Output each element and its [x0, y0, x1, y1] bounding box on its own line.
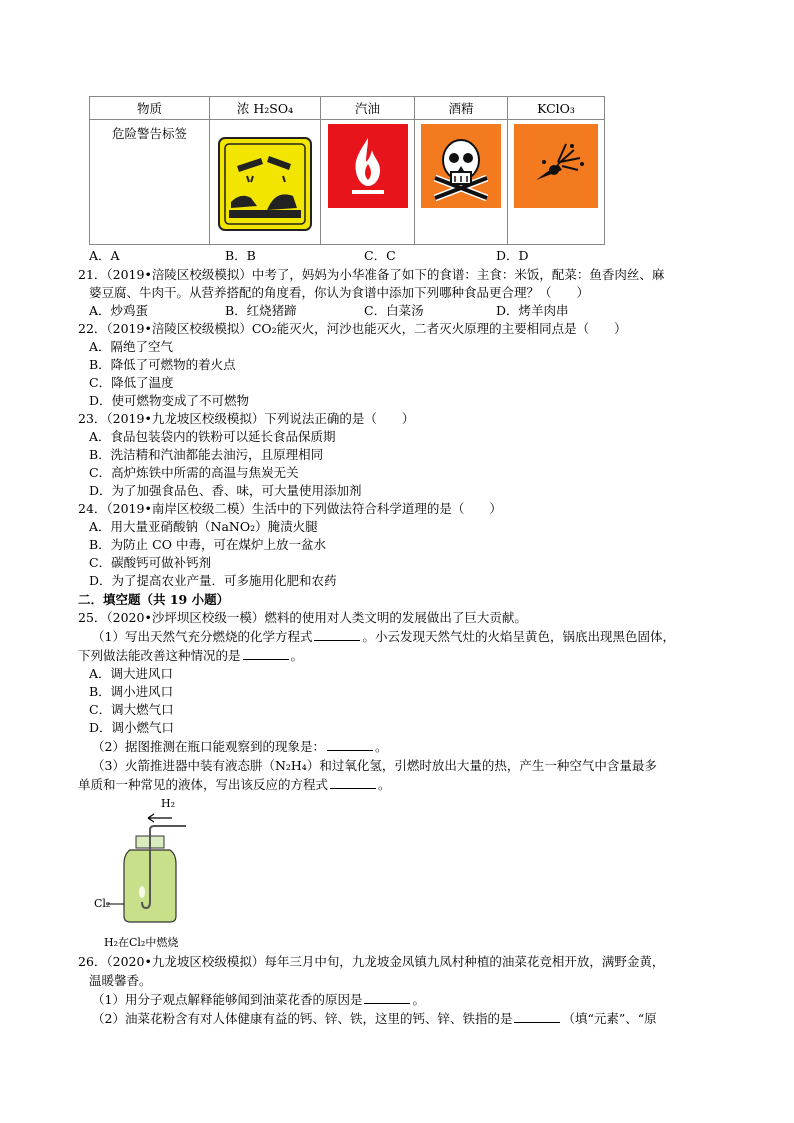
option: A．隔绝了空气 [89, 339, 174, 354]
table-header: 物质 [90, 97, 210, 120]
option: C．白菜汤 [364, 303, 424, 318]
table-cell [415, 120, 508, 245]
toxic-icon [421, 124, 501, 208]
answer-blank[interactable] [364, 992, 410, 1004]
table-header: 浓 H₂SO₄ [210, 97, 321, 120]
explosive-icon [514, 124, 598, 208]
table-header: 酒精 [415, 97, 508, 120]
option: D．使可燃物变成了不可燃物 [89, 393, 250, 408]
table-cell [210, 120, 321, 245]
answer-blank[interactable] [330, 777, 376, 789]
table-header: 汽油 [321, 97, 415, 120]
option: A．炒鸡蛋 [89, 303, 149, 318]
question-21-stem-cont: 婆豆腐、牛肉干。从营养搭配的角度看，你认为食谱中添加下列哪种食品更合理？（ ） [89, 285, 590, 300]
answer-blank[interactable] [514, 1011, 560, 1023]
question-23-stem: 23．（2019•九龙坡区校级模拟）下列说法正确的是（ ） [78, 411, 415, 426]
figure-label-cl2: Cl₂ [94, 897, 111, 910]
option: C．高炉炼铁中所需的高温与焦炭无关 [89, 465, 299, 480]
question-26-stem-cont: 温暖馨香。 [89, 973, 152, 988]
table-row-label: 危险警告标签 [90, 120, 210, 245]
answer-blank[interactable] [314, 629, 360, 641]
question-26-part-2: （2）油菜花粉含有对人体健康有益的钙、锌、铁，这里的钙、锌、铁指的是 （填“元素”、“原 [92, 1011, 657, 1026]
option: D．为了加强食品色、香、味，可大量使用添加剂 [89, 483, 362, 498]
question-24-stem: 24．（2019•南岸区校级二模）生活中的下列做法符合科学道理的是（ ） [78, 501, 502, 516]
question-25-stem: 25．（2020•沙坪坝区校级一模）燃料的使用对人类文明的发展做出了巨大贡献。 [78, 610, 527, 625]
option: B．调小进风口 [89, 684, 174, 699]
question-25-part-3-cont: 单质和一种常见的液体，写出该反应的方程式 。 [78, 777, 391, 792]
option: C．C [364, 248, 396, 263]
question-25-part-1-cont: 下列做法能改善这种情况的是 。 [78, 648, 304, 663]
question-25-part-1: （1）写出天然气充分燃烧的化学方程式 。小云发现天然气灶的火焰呈黄色，锅底出现黑色固体， [92, 629, 675, 644]
answer-blank[interactable] [327, 739, 373, 751]
option: C．碳酸钙可做补钙剂 [89, 555, 212, 570]
table-header: KClO₃ [508, 97, 605, 120]
table-cell [508, 120, 605, 245]
question-26-stem: 26．（2020•九龙坡区校级模拟）每年三月中旬，九龙坡金凤镇九凤村种植的油菜花竞相开放，满野金黄， [78, 954, 665, 969]
question-22-stem: 22．（2019•涪陵区校级模拟）CO₂能灭火，河沙也能灭火，二者灭火原理的主要相同点是（ ） [78, 321, 627, 336]
section-heading: 二．填空题（共 19 小题） [78, 592, 230, 607]
option: C．调大燃气口 [89, 702, 174, 717]
hazard-table [89, 96, 605, 245]
corrosive-icon [217, 136, 313, 232]
option: D．调小燃气口 [89, 720, 175, 735]
question-21-stem: 21．（2019•涪陵区校级模拟）中考了，妈妈为小华准备了如下的食谱：主食：米饭，配菜：鱼香肉丝、麻 [78, 267, 665, 282]
option: D．为了提高农业产量．可多施用化肥和农药 [89, 573, 337, 588]
option: A．A [89, 248, 120, 263]
option: D．D [496, 248, 529, 263]
figure-label-h2: H₂ [161, 797, 176, 810]
option: D．烤羊肉串 [496, 303, 569, 318]
question-25-part-2: （2）据图推测在瓶口能观察到的现象是： 。 [92, 739, 388, 754]
option: B．为防止 CO 中毒，可在煤炉上放一盆水 [89, 537, 326, 552]
question-25-part-3: （3）火箭推进器中装有液态肼（N₂H₄）和过氧化氢，引燃时放出大量的热，产生一种空气中含量最多 [92, 758, 657, 773]
figure-caption: H₂在Cl₂中燃烧 [104, 936, 179, 949]
answer-blank[interactable] [243, 648, 289, 660]
option: A．食品包装袋内的铁粉可以延长食品保质期 [89, 429, 336, 444]
option: B．洗洁精和汽油都能去油污，且原理相同 [89, 447, 324, 462]
table-cell [321, 120, 415, 245]
question-26-part-1: （1）用分子观点解释能够闻到油菜花香的原因是 。 [92, 992, 425, 1007]
option: B．B [225, 248, 256, 263]
option: A．用大量亚硝酸钠（NaNO₂）腌渍火腿 [89, 519, 318, 534]
option: C．降低了温度 [89, 375, 174, 390]
flammable-icon [328, 124, 408, 208]
option: A．调大进风口 [89, 666, 174, 681]
option: B．降低了可燃物的着火点 [89, 357, 236, 372]
gas-bottle-figure [90, 810, 200, 935]
option: B．红烧猪蹄 [225, 303, 297, 318]
